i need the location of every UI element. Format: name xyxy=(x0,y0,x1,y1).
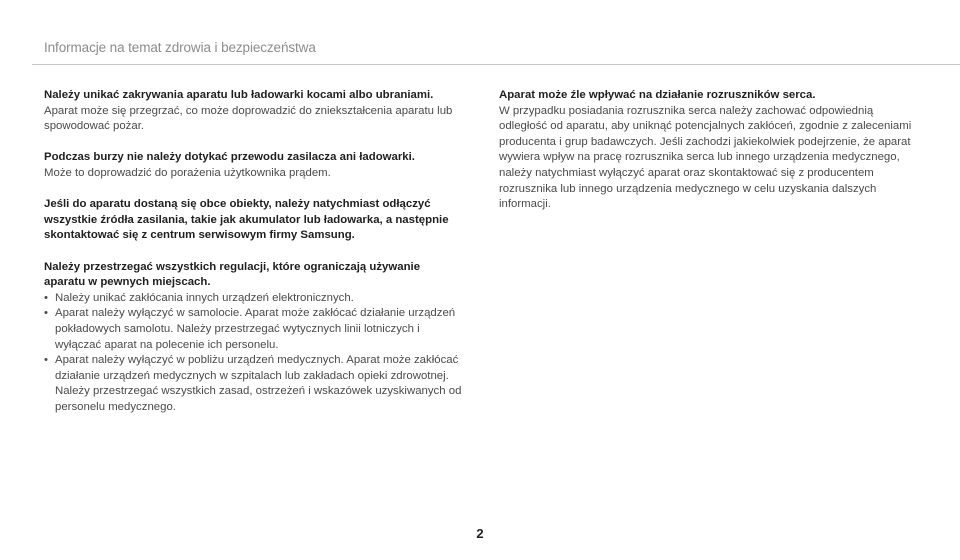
section-heading: Aparat może źle wpływać na działanie rozruszników serca. xyxy=(499,89,816,101)
section-heading: Należy przestrzegać wszystkich regulacji, które ograniczają używanie aparatu w pewnych miejscach. xyxy=(44,260,421,289)
section-body: Może to doprowadzić do porażenia użytkownika prądem. xyxy=(44,166,331,179)
section-heading: Należy unikać zakrywania aparatu lub ładowarki kocami albo ubraniami. xyxy=(44,89,434,101)
list-item: • Należy unikać zakłócania innych urządzeń elektronicznych. xyxy=(44,291,464,307)
section-body: W przypadku posiadania rozrusznika serca należy zachować odpowiednią odległość od aparatu, aby uniknąć potencjalnych zakłóceń, zgodnie z zaleceniami producenta i grup badawczych. Jeśli zachodzi jakiekolwiek podejrzenie, że aparat wywiera wpływ na pracę rozrusznika serca lub innego urządzenia medycznego, należy natychmiast wyłączyć aparat oraz skontaktować się z producentem rozrusznika lub innego urządzenia medycznego w celu uzyskania dalszych informacji. xyxy=(499,104,912,211)
section-foreign-objects-warning xyxy=(44,197,464,244)
section-cover-warning xyxy=(44,88,464,135)
page-number: 2 xyxy=(476,526,484,541)
header-divider xyxy=(32,64,960,65)
right-column xyxy=(499,88,924,228)
section-body: Aparat może się przegrzać, co może doprowadzić do zniekształcenia aparatu lub spowodować pożar. xyxy=(44,104,453,133)
section-storm-warning xyxy=(44,150,464,181)
left-column xyxy=(44,88,464,431)
list-item: • Aparat należy wyłączyć w pobliżu urządzeń medycznych. Aparat może zakłócać działanie urządzeń medycznych w szpitalach lub zakładach opieki zdrowotnej. Należy przestrzegać wszystkich zasad, ostrzeżeń i wskazówek uzyskiwanych od personelu medycznego. xyxy=(44,353,464,415)
section-pacemaker-warning xyxy=(499,88,924,213)
regulations-bullet-list xyxy=(44,291,464,416)
section-regulations xyxy=(44,260,464,416)
section-heading: Jeśli do aparatu dostaną się obce obiekty, należy natychmiast odłączyć wszystkie źródła zasilania, takie jak akumulator lub ładowarka, a następnie skontaktować się z centrum serwisowym firmy Samsung. xyxy=(44,198,449,242)
list-item: • Aparat należy wyłączyć w samolocie. Aparat może zakłócać działanie urządzeń pokładowych samolotu. Należy przestrzegać wytycznych linii lotniczych i wyłączać aparat na polecenie ich personelu. xyxy=(44,306,464,353)
section-heading: Podczas burzy nie należy dotykać przewodu zasilacza ani ładowarki. xyxy=(44,151,415,164)
page-header-title: Informacje na temat zdrowia i bezpieczeństwa xyxy=(44,40,316,55)
